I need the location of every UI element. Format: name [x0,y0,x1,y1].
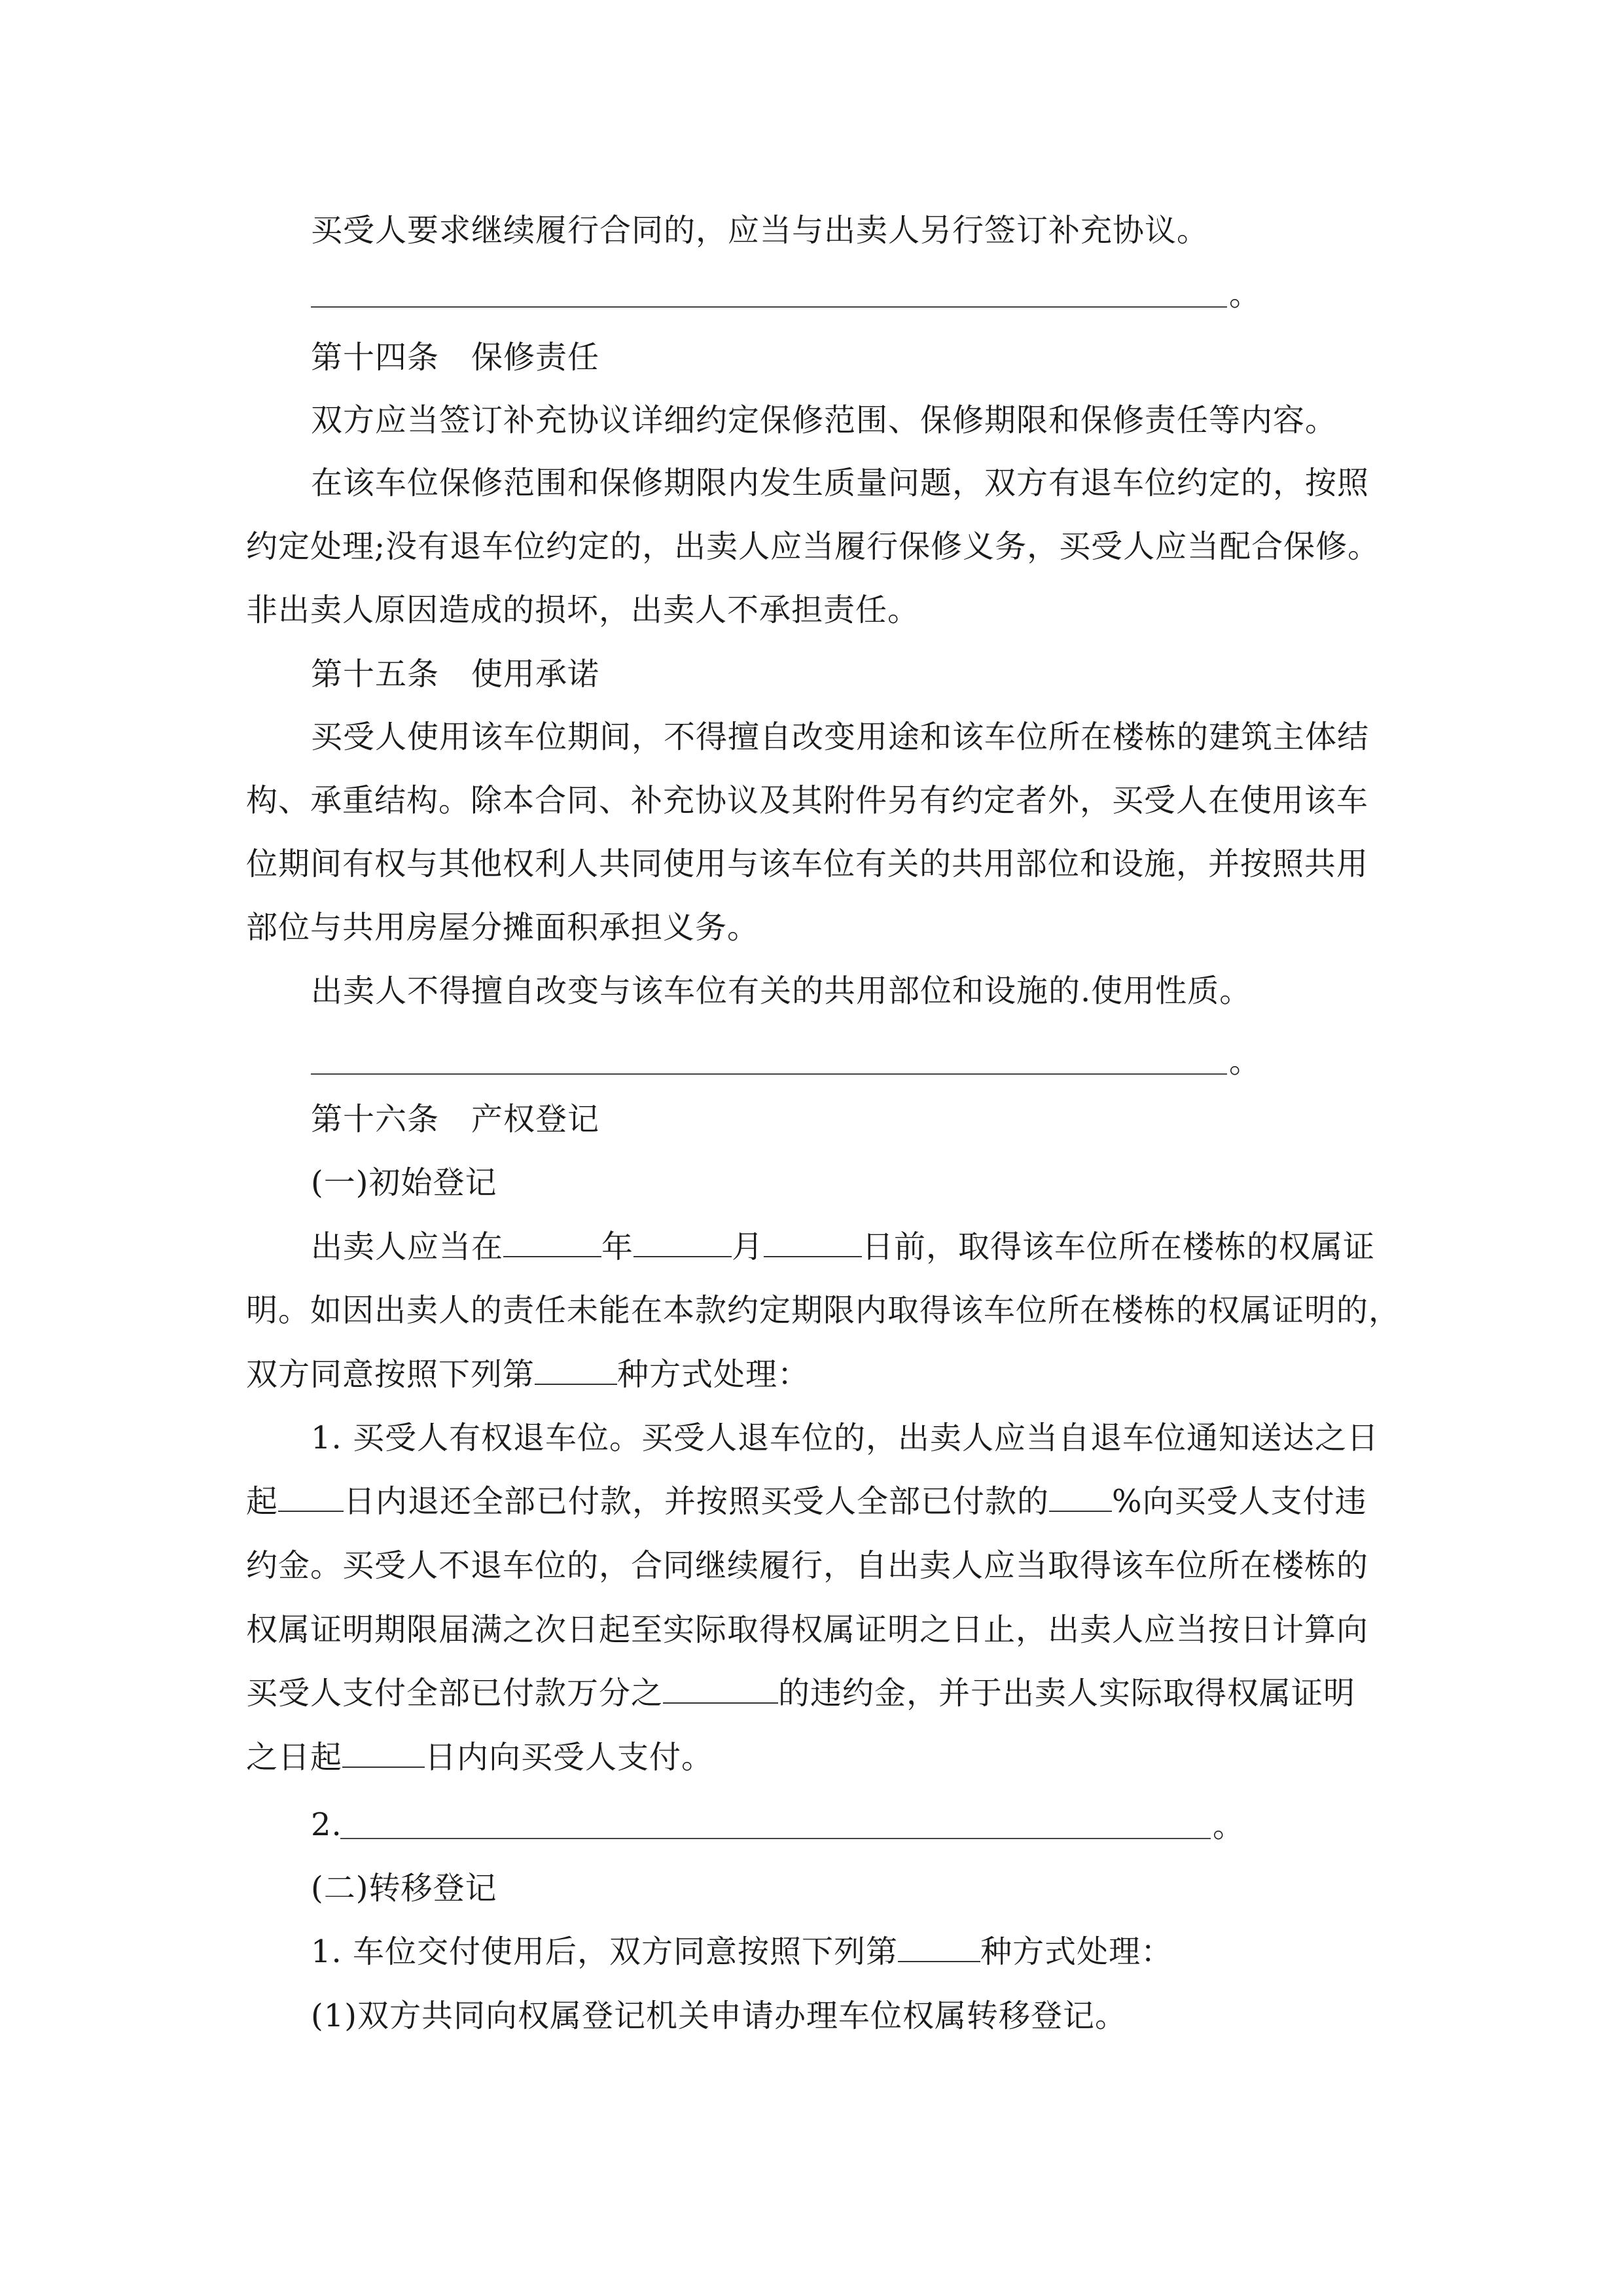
text-segment: 双方同意按照下列第 [246,1356,535,1393]
text-segment: 买受人支付全部已付款万分之 [246,1675,664,1712]
text-segment: 月 [732,1229,764,1265]
paragraph-line [246,1674,1355,1713]
paragraph-line: 非出卖人原因造成的损坏，出卖人不承担责任。 [246,592,920,628]
fill-blank-day [764,1227,862,1257]
text-segment: %向买受人支付违 [1112,1483,1367,1520]
text-segment: 日内退还全部已付款，并按照买受人全部已付款的 [344,1483,1050,1520]
paragraph-line: 约金。买受人不退车位的，合同继续履行，自出卖人应当取得该车位所在楼栋的 [246,1547,1369,1584]
rule-period: 。 [1213,1808,1245,1844]
fill-blank-month [633,1227,732,1257]
text-segment: 日前，取得该车位所在楼栋的权属证 [862,1229,1376,1265]
fill-blank-days [342,1738,425,1768]
rule-period: 。 [1229,1043,1261,1080]
rule-period: 。 [1229,276,1261,313]
blank-rule [311,306,1227,308]
text-segment: 1. 车位交付使用后，双方同意按照下列第 [311,1933,899,1970]
blank-rule [340,1838,1211,1839]
paragraph-line: 约定处理;没有退车位约定的，出卖人应当履行保修义务，买受人应当配合保修。 [246,528,1380,565]
blank-rule [311,1073,1227,1075]
text-segment: 起 [246,1483,279,1520]
fill-blank-option [898,1932,980,1962]
text-segment: 种方式处理： [980,1933,1173,1970]
paragraph-line: 买受人要求继续履行合同的，应当与出卖人另行签订补充协议。 [311,212,1209,249]
section-2-title: (二)转移登记 [311,1870,497,1907]
paragraph-line: 明。如因出卖人的责任未能在本款约定期限内取得该车位所在楼栋的权属证明的， [246,1292,1401,1329]
section-1-title: (一)初始登记 [311,1164,497,1201]
fill-blank-year [503,1227,601,1257]
text-segment: 种方式处理： [617,1356,810,1393]
fill-blank-option [535,1355,617,1385]
text-segment: 年 [601,1229,634,1265]
fill-blank-percent [1049,1482,1112,1512]
text-segment: 日内向买受人支付。 [425,1739,714,1776]
text-segment: 出卖人应当在 [311,1229,504,1265]
paragraph-line [246,1482,1367,1521]
paragraph-line: (1)双方共同向权属登记机关申请办理车位权属转移登记。 [311,1998,1127,2034]
paragraph-line: 位期间有权与其他权利人共同使用与该车位有关的共用部位和设施，并按照共用 [246,846,1369,882]
paragraph-line [246,1738,713,1777]
paragraph-line: 出卖人不得擅自改变与该车位有关的共用部位和设施的.使用性质。 [311,973,1252,1009]
article-16-title: 第十六条 产权登记 [311,1101,600,1138]
paragraph-line: 在该车位保修范围和保修期限内发生质量问题，双方有退车位约定的，按照 [311,465,1370,501]
paragraph-line: 买受人使用该车位期间，不得擅自改变用途和该车位所在楼栋的建筑主体结 [311,719,1370,755]
paragraph-line [311,1932,1173,1971]
fill-blank-days [278,1482,344,1512]
paragraph-line: 构、承重结构。除本合同、补充协议及其附件另有约定者外，买受人在使用该车 [246,782,1369,819]
text-segment: 的违约金，并于出卖人实际取得权属证明 [778,1675,1356,1712]
paragraph-line: 部位与共用房屋分摊面积承担义务。 [246,909,760,946]
article-15-title: 第十五条 使用承诺 [311,656,600,692]
paragraph-line: 1. 买受人有权退车位。买受人退车位的，出卖人应当自退车位通知送达之日 [311,1420,1380,1456]
item-2-number: 2. [311,1806,342,1843]
paragraph-line: 权属证明期限届满之次日起至实际取得权属证明之日止，出卖人应当按日计算向 [246,1611,1369,1648]
text-segment: 之日起 [246,1739,343,1776]
article-14-title: 第十四条 保修责任 [311,339,600,376]
paragraph-line [311,1227,1375,1266]
paragraph-line: 双方应当签订补充协议详细约定保修范围、保修期限和保修责任等内容。 [311,402,1338,439]
paragraph-line [246,1355,810,1394]
fill-blank-rate [663,1674,778,1704]
